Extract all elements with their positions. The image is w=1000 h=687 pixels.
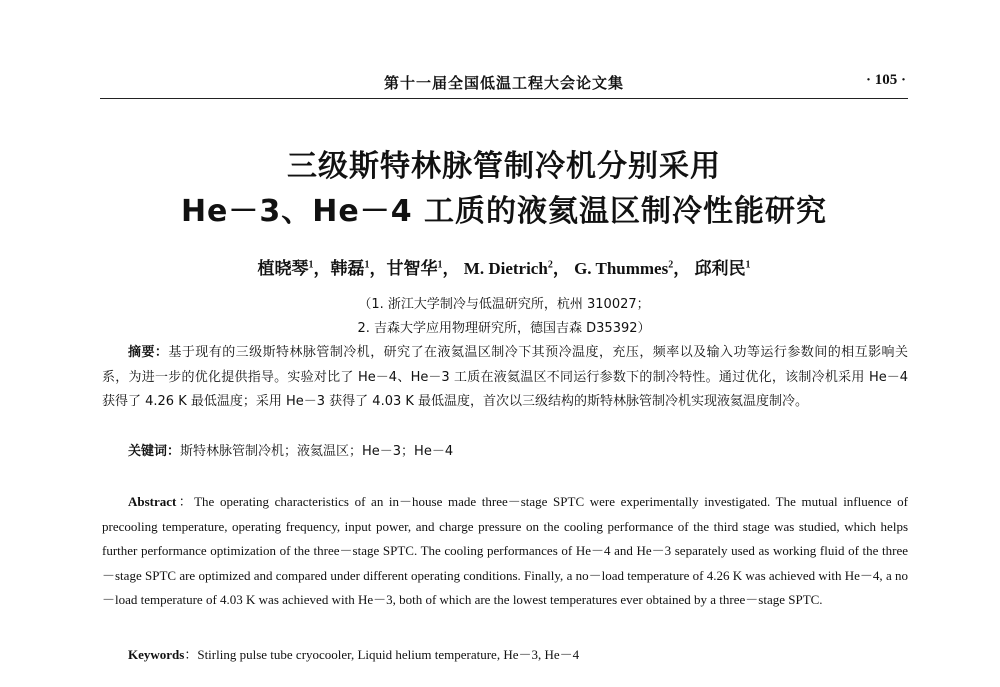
- affiliation-line-2: 2. 吉森大学应用物理研究所，德国吉森 D35392）: [357, 321, 651, 336]
- author-name: 甘智华: [386, 259, 438, 278]
- abstract-en: [102, 490, 908, 613]
- affiliation-mark: 2: [668, 259, 674, 271]
- running-title: 第十一届全国低温工程大会论文集: [383, 74, 624, 92]
- affiliation-mark: 1: [437, 259, 443, 271]
- author-name: G. Thummes: [574, 259, 669, 278]
- page-number: · 105 ·: [865, 72, 906, 88]
- keywords-en: [102, 643, 934, 668]
- abstract-cn-text: 基于现有的三级斯特林脉管制冷机，研究了在液氦温区制冷下其预冷温度，充压，频率以及输入功等运行参数间的相互影响关系，为进一步的优化提供指导。实验对比了 He－4、He－3 工质在液氦温区不同运行参数下的制冷特性。通过优化，该制冷机采用 He－4 获得了 4.26 K 最低温度；采用 He－3 获得了 4.03 K 最低温度，首次以三级结构的斯特林脉管制冷机实现液氦温度制冷。: [102, 345, 908, 409]
- abstract-cn: [102, 341, 908, 415]
- keywords-en-text: ：Stirling pulse tube cryocooler, Liquid helium temperature, He－3, He－4: [184, 647, 580, 662]
- author-name: 邱利民: [694, 259, 746, 278]
- author-list: 植晓琴$^1$，韩磊$^1$，甘智华$^1$， M. Dietrich$^2$， G. Thummes$^2$， 邱利民$^1$: [257, 259, 751, 278]
- running-header: [100, 68, 908, 99]
- affiliation-line-1: （1. 浙江大学制冷与低温研究所，杭州 310027；: [358, 297, 650, 312]
- author-name: 植晓琴: [257, 259, 309, 278]
- keywords-en-label: Keywords: [128, 647, 185, 662]
- author-name: M. Dietrich: [463, 259, 548, 278]
- keywords-cn: [102, 440, 934, 465]
- affiliation-mark: 1: [745, 259, 751, 271]
- abstract-en-text: ：The operating characteristics of an in－house made three－stage SPTC were experimentally investigated. The mutual influence of precooling temperature, operating frequency, input power, and charge pressure on the cooling performance of the third stage was studied, which helps further performance optimization of the three－stage SPTC. The cooling performances of He－4 and He－3 separately used as working fluid of the three－stage SPTC are optimized and compared under different operating conditions. Finally, a no－load temperature of 4.26 K was achieved with He－4, a no－load temperature of 4.03 K was achieved with He－3, both of which are the lowest temperatures ever obtained by a three－stage SPTC.: [102, 494, 908, 607]
- affiliation-mark: 2: [547, 259, 553, 271]
- affiliation-mark: 1: [364, 259, 370, 271]
- paper-title-line-2: He－3、He－4 工质的液氦温区制冷性能研究: [180, 194, 828, 229]
- affiliation-mark: 1: [308, 259, 314, 271]
- abstract-en-label: Abstract: [128, 494, 177, 509]
- keywords-cn-label: 关键词：: [128, 444, 181, 459]
- keywords-cn-text: 斯特林脉管制冷机；液氦温区；He－3；He－4: [180, 444, 454, 459]
- paper-title-line-1: 三级斯特林脉管制冷机分别采用: [287, 149, 721, 184]
- author-name: 韩磊: [330, 259, 365, 278]
- abstract-cn-label: 摘要：: [128, 345, 169, 360]
